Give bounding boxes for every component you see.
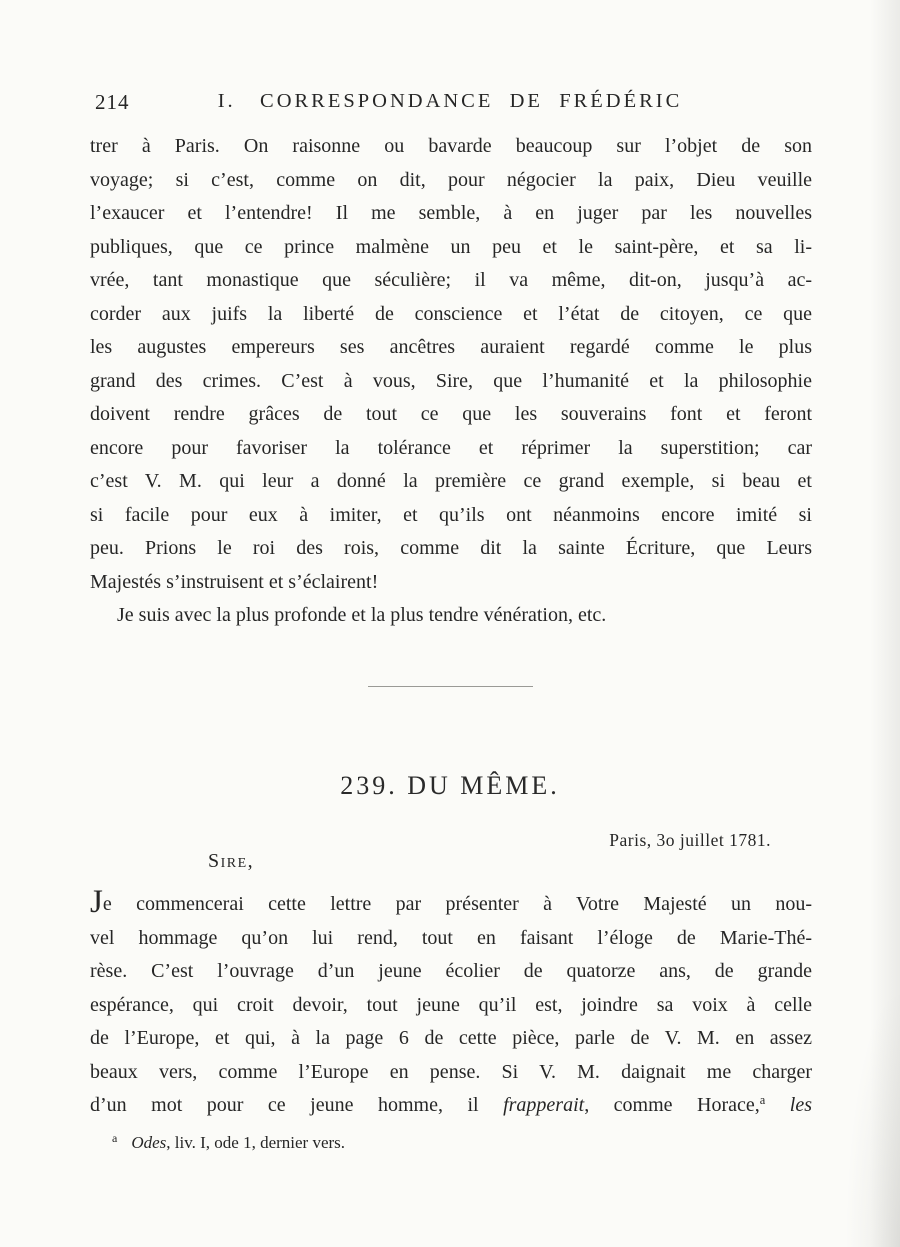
section-divider-rule [368, 686, 533, 687]
text-line: rèse. C’est l’ouvrage d’un jeune écolier de quatorze ans, de grande [90, 960, 812, 982]
text-line: peu. Prions le roi des rois, comme dit la sainte Écriture, que Leurs [90, 537, 812, 559]
closing-line: Je suis avec la plus profonde et la plus tendre vénération, etc. [117, 604, 607, 626]
text-line: de l’Europe, et qui, à la page 6 de cette pièce, parle de V. M. en assez [90, 1027, 812, 1049]
footnote-marker: a [112, 1131, 118, 1145]
text-line: c’est V. M. qui leur a donné la première ce grand exemple, si beau et [90, 470, 812, 492]
text-line: si facile pour eux à imiter, et qu’ils ont néanmoins encore imité si [90, 503, 812, 526]
footnote [112, 1126, 345, 1155]
text-line: trer à Paris. On raisonne ou bavarde beaucoup sur l’objet de son [90, 135, 812, 157]
footnote-text: Odes, liv. I, ode 1, dernier vers. [131, 1133, 346, 1152]
letter-239-body [90, 884, 812, 1123]
text-line: Je commencerai cette lettre par présenter à Votre Majesté un nou- [90, 884, 812, 920]
text-line: Majestés s’instruisent et s’éclairent! [90, 570, 379, 593]
text-line: d’un mot pour ce jeune homme, il frapperait, comme Horace,$^a$ les [90, 1093, 812, 1116]
text-line: les augustes empereurs ses ancêtres auraient regardé comme le plus [90, 336, 812, 358]
text-line: espérance, qui croit devoir, tout jeune qu’il est, joindre sa voix à celle [90, 993, 812, 1016]
running-header [0, 90, 900, 120]
letter-238-closing [90, 599, 812, 633]
page-number: 214 [95, 90, 130, 114]
text-line: l’exaucer et l’entendre! Il me semble, à en juger par les nouvelles [90, 202, 812, 224]
text-line: corder aux juifs la liberté de conscience et l’état de citoyen, ce que [90, 302, 812, 325]
running-title: I. CORRESPONDANCE DE FRÉDÉRIC [217, 90, 683, 112]
dateline: Paris, 3o juillet 1781. [609, 830, 771, 850]
letter-239-heading: 239. DU MÊME. [340, 771, 560, 800]
text-line: encore pour favoriser la tolérance et réprimer la superstition; car [90, 436, 812, 459]
text-line: vrée, tant monastique que séculière; il va même, dit-on, jusqu’à ac- [90, 269, 812, 291]
text-line: grand des crimes. C’est à vous, Sire, que l’humanité et la philosophie [90, 369, 812, 392]
scan-corner-shadow [845, 987, 900, 1247]
text-line: voyage; si c’est, comme on dit, pour négocier la paix, Dieu veuille [90, 168, 812, 191]
text-line: beaux vers, comme l’Europe en pense. Si V. M. daignait me charger [90, 1060, 812, 1083]
letter-238-body [90, 130, 812, 599]
scan-edge-shadow [870, 0, 900, 1247]
text-line: publiques, que ce prince malmène un peu et le saint-père, et sa li- [90, 235, 812, 258]
text-line: doivent rendre grâces de tout ce que les souverains font et feront [90, 403, 812, 425]
text-line: vel hommage qu’on lui rend, tout en faisant l’éloge de Marie-Thé- [90, 926, 812, 949]
salutation: Sire, [208, 850, 255, 872]
